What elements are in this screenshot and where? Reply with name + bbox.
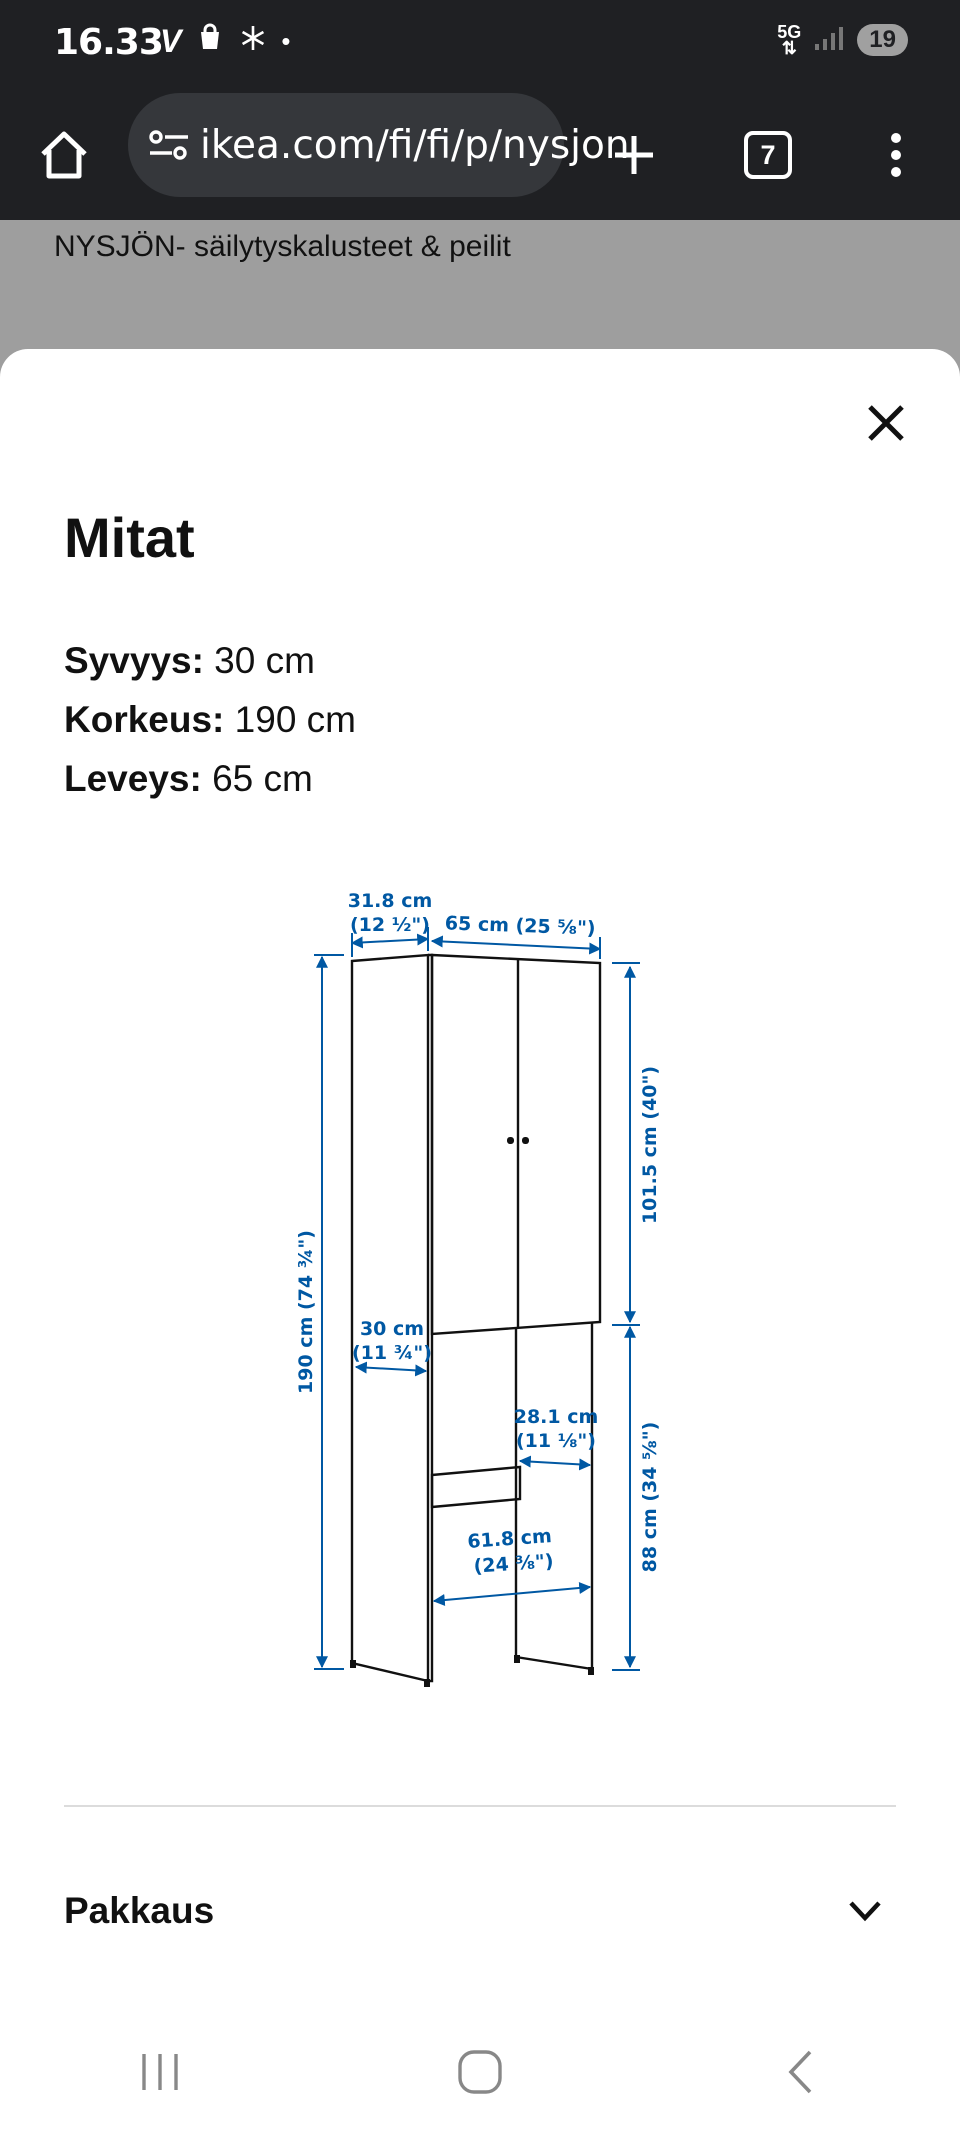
menu-button[interactable]: [858, 117, 934, 193]
label-upper-height: 101.5 cm (40"): [639, 1065, 661, 1225]
dimension-row-height: Korkeus: 190 cm: [64, 699, 357, 740]
signal-icon: [815, 26, 843, 55]
home-icon: [37, 128, 91, 182]
dimension-row-depth: Syvyys: 30 cm: [64, 640, 315, 681]
carrier-v-icon: V: [160, 22, 182, 59]
status-right: [777, 24, 908, 56]
home-circle-icon: [457, 2049, 503, 2095]
home-button[interactable]: [26, 117, 102, 193]
url-bar[interactable]: [128, 93, 630, 197]
label-inner-width-in: (24 ⅜"): [472, 1550, 555, 1578]
label-gap-in: (11 ⅛"): [516, 1430, 596, 1452]
dot-indicator: •: [281, 25, 291, 56]
recents-icon: [138, 2052, 182, 2092]
recent-apps-button[interactable]: [100, 2032, 220, 2112]
label-depth-inner-cm: 30 cm: [359, 1318, 425, 1340]
cabinet-drawing: [64, 867, 896, 1647]
dimension-list: [64, 631, 356, 808]
status-bar: [0, 0, 960, 90]
packaging-accordion[interactable]: [64, 1849, 896, 1973]
label-height-total: 190 cm (74 ¾"): [295, 1230, 317, 1394]
site-settings-icon[interactable]: [148, 119, 190, 171]
page-title: NYSJÖN- säilytyskalusteet & peilit: [54, 230, 511, 263]
label-width-top: 65 cm (25 ⅝"): [444, 912, 596, 940]
sheet-title: Mitat: [64, 506, 195, 569]
section-divider: [64, 1805, 896, 1807]
status-time: 16.33: [54, 22, 163, 63]
label-lower-height: 88 cm (34 ⅝"): [639, 1421, 661, 1573]
snowflake-icon: [239, 23, 267, 60]
close-button[interactable]: [854, 391, 918, 455]
dimensions-sheet: [0, 349, 960, 2133]
chevron-down-icon: [848, 1900, 882, 1922]
dimension-row-width: Leveys: 65 cm: [64, 758, 313, 799]
label-inner-width-cm: 61.8 cm: [466, 1525, 553, 1553]
label-gap-cm: 28.1 cm: [513, 1406, 599, 1428]
more-vertical-icon: [890, 132, 902, 178]
network-5g-icon: 5G ⇅: [777, 22, 802, 58]
dimension-diagram: [64, 867, 896, 1647]
status-notification-icons: [160, 22, 290, 60]
back-button[interactable]: [740, 2032, 860, 2112]
battery-indicator: 19: [857, 24, 908, 56]
label-depth-top-in: (12 ½"): [350, 914, 430, 936]
url-text: ikea.com/fi/fi/p/nysjon: [200, 122, 630, 168]
tab-count: 7: [744, 131, 792, 179]
system-nav-bar: [0, 2010, 960, 2133]
packaging-label: Pakkaus: [64, 1890, 215, 1931]
shopping-bag-icon: [195, 22, 225, 60]
label-depth-top-cm: 31.8 cm: [347, 890, 433, 912]
close-icon: [866, 403, 906, 443]
background-page: [0, 220, 960, 360]
tab-switcher-button[interactable]: [730, 117, 806, 193]
label-depth-inner-in: (11 ¾"): [352, 1342, 432, 1364]
home-nav-button[interactable]: [420, 2032, 540, 2112]
back-chevron-icon: [786, 2049, 814, 2095]
